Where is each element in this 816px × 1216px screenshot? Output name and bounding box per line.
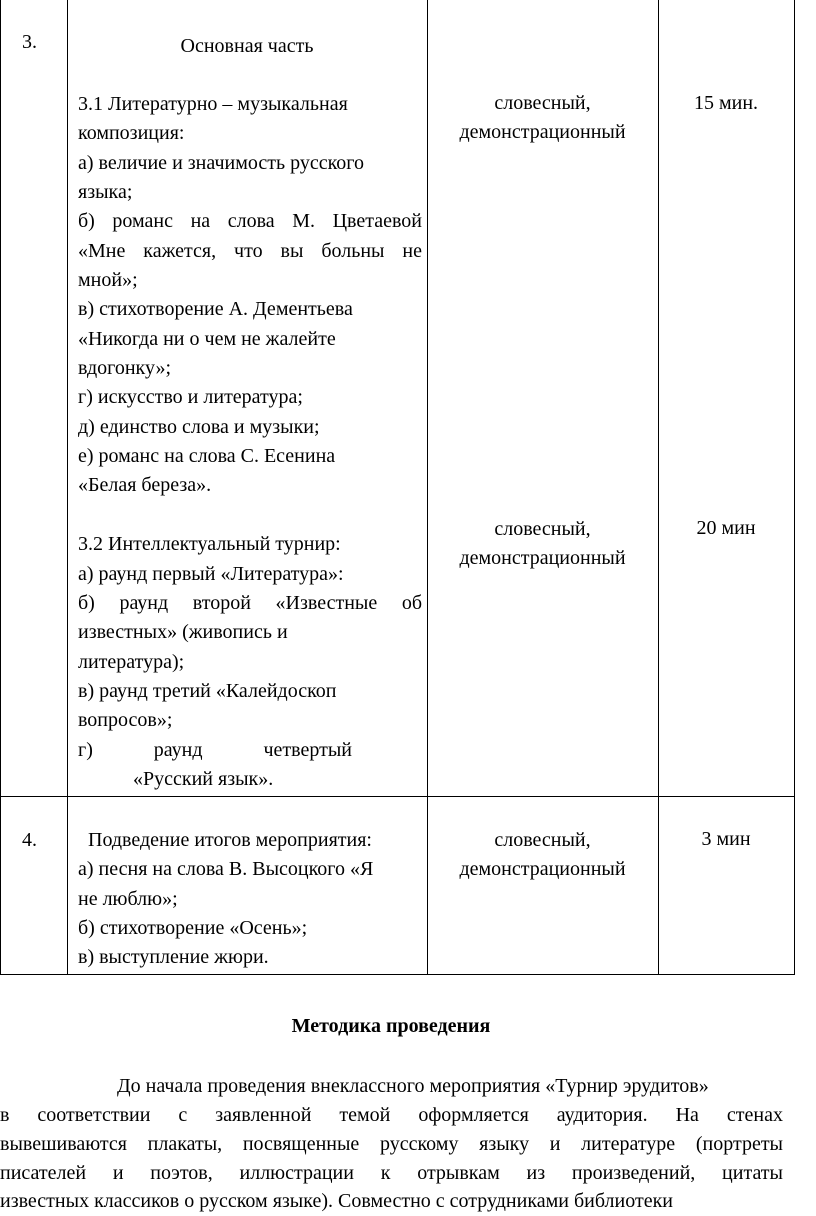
section-heading: Методика проведения (291, 1015, 491, 1037)
content-line: е) романс на слова С. Есенина (78, 445, 336, 467)
content-line: а) песня на слова В. Высоцкого «Я (78, 858, 374, 880)
time-value: 3 мин (701, 828, 751, 850)
content-line: 3.1 Литературно – музыкальная (78, 93, 348, 115)
paragraph-line: вывешиваются плакаты, посвященные русскому языку и литературе (портреты (0, 1133, 783, 1155)
paragraph-line: известных классиков о русском языке). Совместно с сотрудниками библиотеки (0, 1190, 673, 1212)
method-line: словесный, (494, 829, 591, 851)
content-line: д) единство слова и музыки; (78, 416, 320, 438)
paragraph-line: До начала проведения внеклассного мероприятия «Турнир эрудитов» (117, 1075, 709, 1097)
time-value: 15 мин. (693, 92, 759, 114)
content-line: 3.2 Интеллектуальный турнир: (78, 533, 341, 555)
content-line: а) раунд первый «Литература»: (78, 563, 344, 585)
method-line: демонстрационный (459, 121, 626, 143)
method-line: словесный, (494, 518, 591, 540)
content-line: «Русский язык». (133, 768, 274, 790)
content-line: г) искусство и литература; (78, 386, 303, 408)
content-line: г) раунд четвертый (78, 739, 352, 761)
content-line: в) выступление жюри. (78, 946, 269, 968)
content-line: не люблю»; (78, 888, 178, 910)
method-line: словесный, (494, 92, 591, 114)
method-line: демонстрационный (459, 547, 626, 569)
paragraph-line: писателей и поэтов, иллюстрации к отрывкам из произведений, цитаты (0, 1162, 783, 1184)
content-line: «Мне кажется, что вы больны не (78, 240, 422, 262)
table-border-bottom (0, 974, 795, 975)
row-divider (0, 796, 795, 797)
paragraph-line: в соответствии с заявленной темой оформляется аудитория. На стенах (0, 1104, 783, 1126)
table-border-left (0, 0, 1, 975)
content-line: известных» (живопись и (78, 621, 288, 643)
method-line: демонстрационный (459, 858, 626, 880)
row-title: Основная часть (180, 35, 314, 57)
content-line: «Белая береза». (78, 474, 212, 496)
content-line: в) раунд третий «Калейдоскоп (78, 680, 337, 702)
table-border-right (794, 0, 795, 975)
content-line: «Никогда ни о чем не жалейте (78, 328, 336, 350)
content-line: а) величие и значимость русского (78, 152, 364, 174)
content-line: б) романс на слова М. Цветаевой (78, 210, 422, 232)
content-line: в) стихотворение А. Дементьева (78, 298, 353, 320)
time-value: 20 мин (696, 517, 756, 539)
content-line: языка; (78, 181, 133, 203)
content-line: вдогонку»; (78, 357, 172, 379)
content-line: б) раунд второй «Известные об (78, 592, 422, 614)
row-number: 4. (22, 829, 37, 851)
content-line: вопросов»; (78, 709, 173, 731)
content-line: мной»; (78, 269, 138, 291)
content-line: композиция: (78, 122, 185, 144)
content-line: б) стихотворение «Осень»; (78, 917, 308, 939)
content-line: Подведение итогов мероприятия: (88, 829, 372, 851)
row-number: 3. (22, 31, 37, 53)
content-line: литература); (78, 651, 185, 673)
column-divider (67, 0, 68, 975)
